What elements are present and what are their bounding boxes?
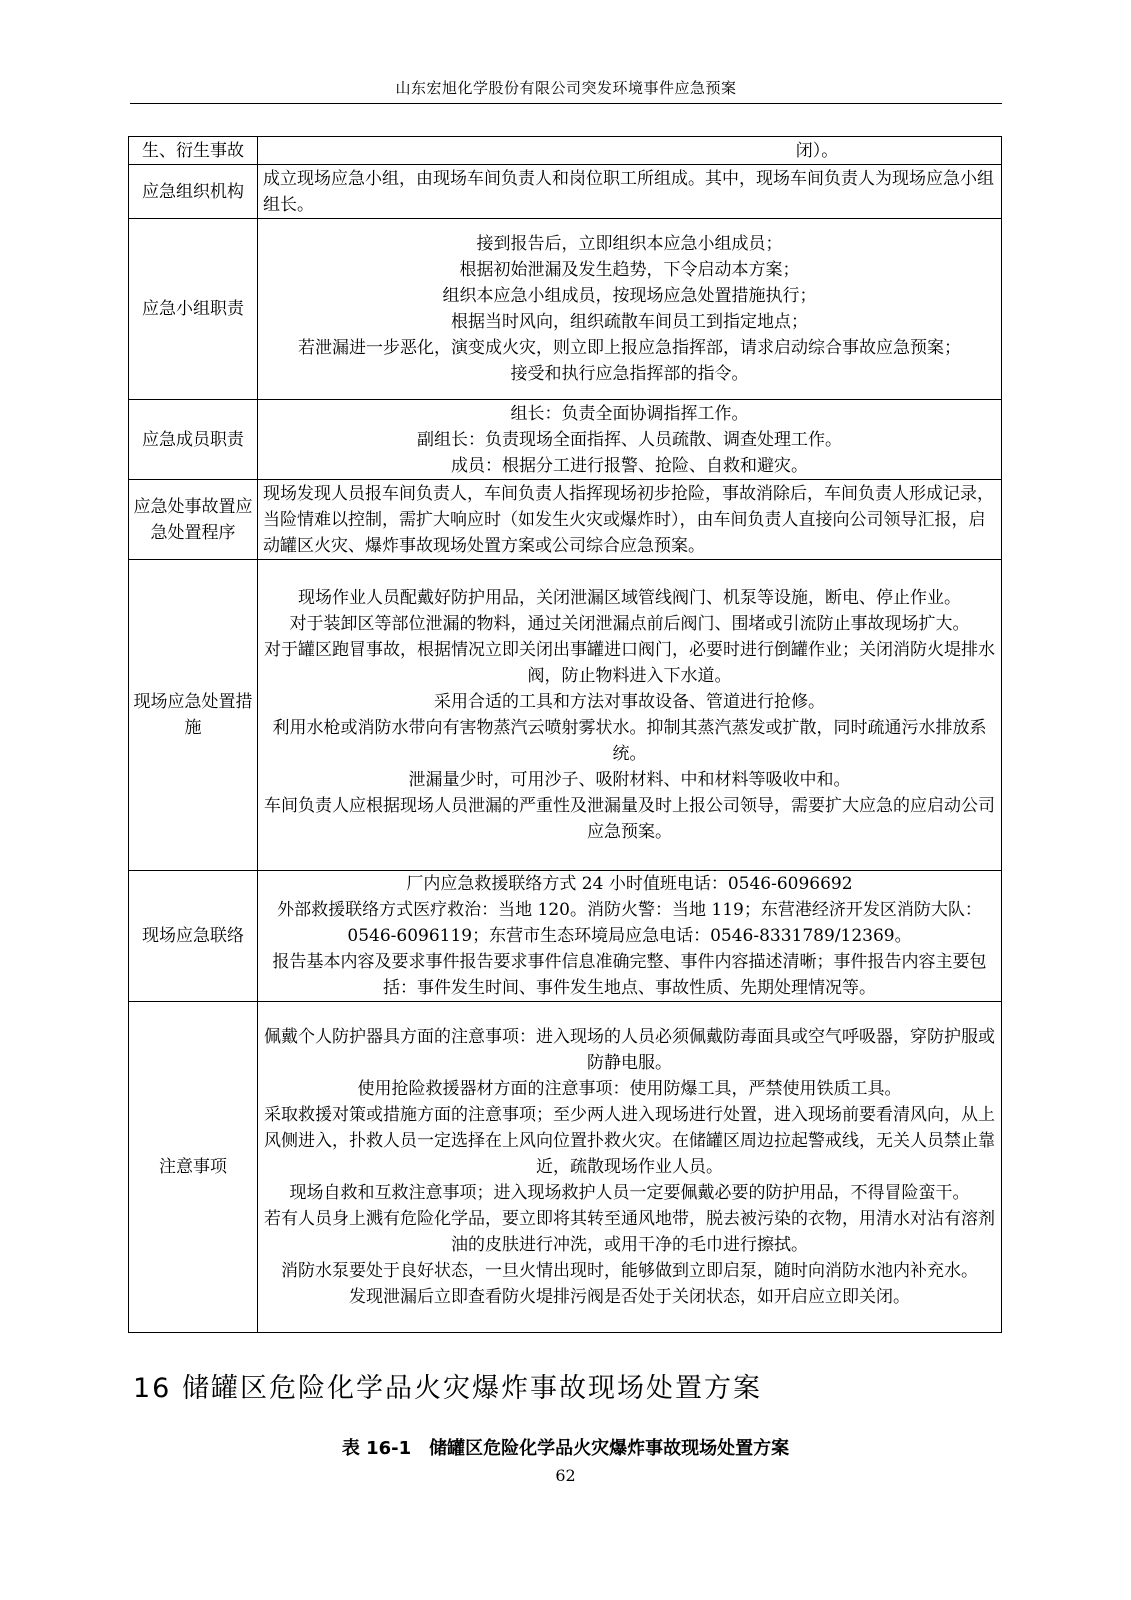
content-line: 对于装卸区等部位泄漏的物料，通过关闭泄漏点前后阀门、围堵或引流防止事故现场扩大。 (289, 614, 970, 634)
content-line: 组织本应急小组成员，按现场应急处置措施执行； (442, 286, 817, 306)
table-row (129, 871, 1002, 1002)
row-content (258, 560, 1002, 871)
content-line: 泄漏量少时，可用沙子、吸附材料、中和材料等吸收中和。 (408, 770, 851, 790)
content-line: 发现泄漏后立即查看防火堤排污阀是否处于关闭状态，如开启应立即关闭。 (349, 1287, 910, 1307)
content-line: 现场发现人员报车间负责人，车间负责人指挥现场初步抢险，事故消除后，车间负责人形成记录，当险情难以控制，需扩大响应时（如发生火灾或爆炸时），由车间负责人直接向公司领导汇报，启动罐区火灾、爆炸事故现场处置方案或公司综合应急预案。 (263, 483, 994, 556)
row-content (258, 219, 1002, 400)
table-caption: 表 16-1 储罐区危险化学品火灾爆炸事故现场处置方案 (341, 1438, 790, 1459)
table-row (129, 400, 1002, 480)
row-label: 现场应急处置措施 (129, 560, 258, 871)
content-line: 采取救援对策或措施方面的注意事项；至少两人进入现场进行处置，进入现场前要看清风向，从上风侧进入，扑救人员一定选择在上风向位置扑救火灾。在储罐区周边拉起警戒线，无关人员禁止靠近，疏散现场作业人员。 (264, 1105, 995, 1177)
row-label: 生、衍生事故 (129, 137, 258, 165)
row-content (258, 137, 1002, 165)
table-row (129, 165, 1002, 219)
running-header: 山东宏旭化学股份有限公司突发环境事件应急预案 (395, 79, 737, 97)
page-number: 62 (555, 1466, 576, 1485)
header-rule (130, 103, 1002, 104)
table-row (129, 560, 1002, 871)
content-line: 外部救援联络方式医疗救治：当地 120。消防火警：当地 119；东营港经济开发区消防大队：0546-6096119；东营市生态环境局应急电话：0546-8331789/12369。 (277, 900, 982, 946)
row-label: 应急小组职责 (129, 219, 258, 400)
content-line: 成立现场应急小组，由现场车间负责人和岗位职工所组成。其中，现场车间负责人为现场应急小组组长。 (263, 168, 994, 215)
row-label: 应急处事故置应急处置程序 (129, 480, 258, 560)
section-heading: 16 储罐区危险化学品火灾爆炸事故现场处置方案 (133, 1373, 762, 1404)
content-line: 若有人员身上溅有危险化学品，要立即将其转至通风地带，脱去被污染的衣物，用清水对沾有溶剂油的皮肤进行冲洗，或用干净的毛巾进行擦拭。 (264, 1209, 995, 1255)
content-line: 副组长：负责现场全面指挥、人员疏散、调查处理工作。 (417, 429, 842, 450)
content-line: 对于罐区跑冒事故，根据情况立即关闭出事罐进口阀门，必要时进行倒罐作业；关闭消防火堤排水阀，防止物料进入下水道。 (264, 640, 995, 686)
content-line: 现场自救和互救注意事项；进入现场救护人员一定要佩戴必要的防护用品，不得冒险蛮干。 (289, 1183, 970, 1203)
row-label: 现场应急联络 (129, 871, 258, 1002)
content-line: 佩戴个人防护器具方面的注意事项：进入现场的人员必须佩戴防毒面具或空气呼吸器，穿防护服或防静电服。 (264, 1027, 995, 1073)
table-row (129, 480, 1002, 560)
row-label: 应急成员职责 (129, 400, 258, 480)
row-content (258, 165, 1002, 219)
table-row (129, 219, 1002, 400)
table-row (129, 137, 1002, 165)
content-line: 组长：负责全面协调指挥工作。 (510, 403, 749, 424)
row-label: 注意事项 (129, 1002, 258, 1333)
content-line: 车间负责人应根据现场人员泄漏的严重性及泄漏量及时上报公司领导，需要扩大应急的应启动公司应急预案。 (264, 796, 995, 842)
content-line: 接受和执行应急指挥部的指令。 (510, 364, 749, 384)
content-line: 根据初始泄漏及发生趋势，下令启动本方案； (459, 260, 800, 280)
content-line: 现场作业人员配戴好防护用品，关闭泄漏区域管线阀门、机泵等设施，断电、停止作业。 (298, 588, 961, 608)
content-line: 闭）。 (795, 140, 839, 161)
content-line: 消防水泵要处于良好状态，一旦火情出现时，能够做到立即启泵，随时向消防水池内补充水。 (281, 1261, 978, 1281)
response-plan-table (128, 136, 1002, 1333)
content-line: 厂内应急救援联络方式 24 小时值班电话：0546-6096692 (406, 874, 853, 894)
table-row (129, 1002, 1002, 1333)
content-line: 利用水枪或消防水带向有害物蒸汽云喷射雾状水。抑制其蒸汽蒸发或扩散，同时疏通污水排放系统。 (272, 718, 987, 764)
row-content (258, 871, 1002, 1002)
content-line: 成员：根据分工进行报警、抢险、自救和避灾。 (451, 455, 808, 476)
content-line: 报告基本内容及要求事件报告要求事件信息准确完整、事件内容描述清晰；事件报告内容主要包括：事件发生时间、事件发生地点、事故性质、先期处理情况等。 (272, 952, 987, 998)
row-content (258, 400, 1002, 480)
content-line: 采用合适的工具和方法对事故设备、管道进行抢修。 (434, 692, 825, 712)
row-label: 应急组织机构 (129, 165, 258, 219)
row-content (258, 1002, 1002, 1333)
content-line: 若泄漏进一步恶化，演变成火灾，则立即上报应急指挥部，请求启动综合事故应急预案； (298, 338, 961, 358)
content-line: 使用抢险救援器材方面的注意事项：使用防爆工具，严禁使用铁质工具。 (357, 1079, 902, 1099)
row-content (258, 480, 1002, 560)
content-line: 接到报告后，立即组织本应急小组成员； (476, 234, 783, 254)
content-line: 根据当时风向，组织疏散车间员工到指定地点； (451, 312, 808, 332)
